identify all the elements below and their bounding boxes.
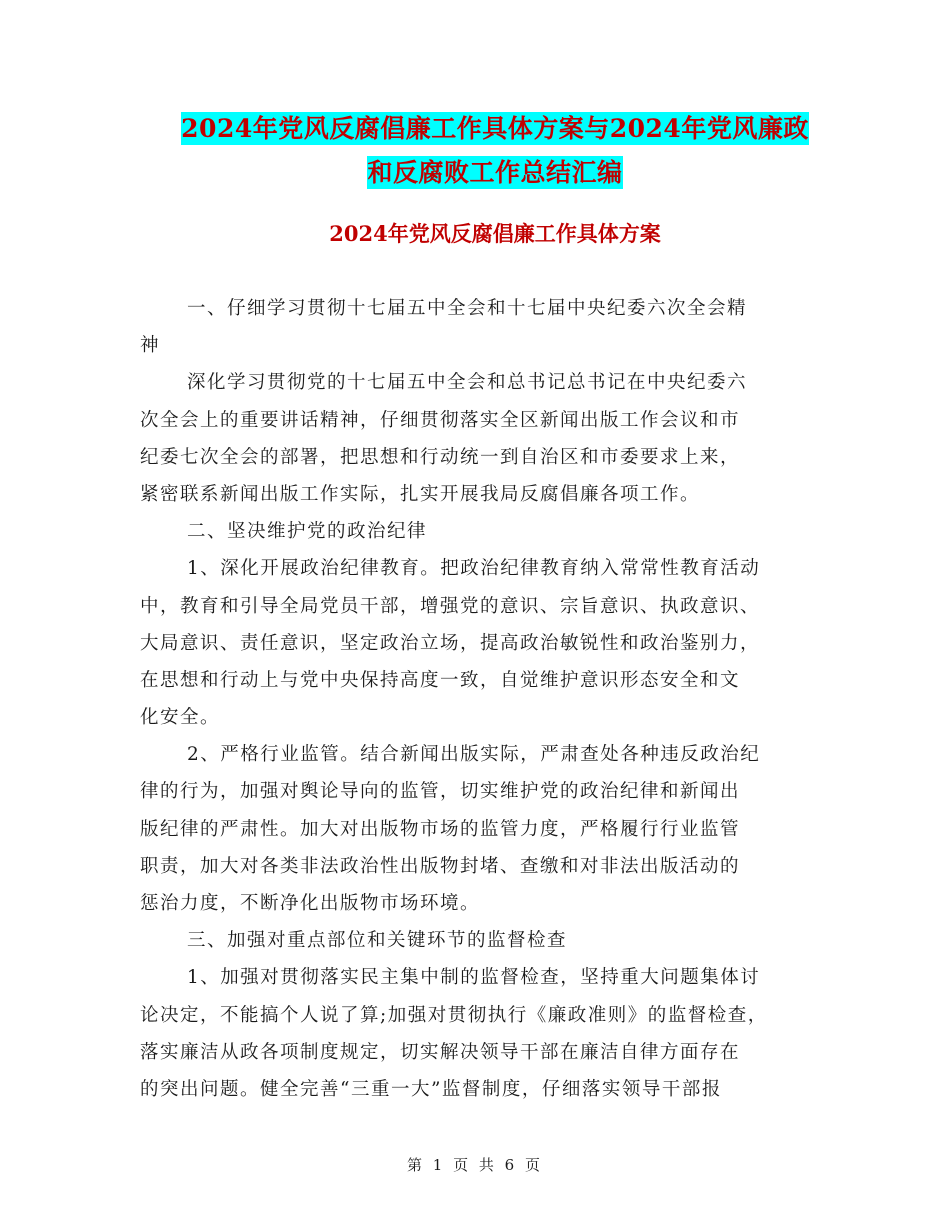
page-footer: 第 1 页 共 6 页 [407, 1156, 543, 1174]
body-line: 大局意识、责任意识，坚定政治立场，提高政治敏锐性和政治鉴别力， [140, 632, 761, 654]
body-line: 1、深化开展政治纪律教育。把政治纪律教育纳入常常性教育活动 [187, 558, 761, 580]
body-line: 的突出问题。健全完善“三重一大”监督制度，仔细落实领导干部报 [140, 1078, 722, 1100]
body-line: 紧密联系新闻出版工作实际，扎实开展我局反腐倡廉各项工作。 [140, 483, 701, 505]
body-line: 职责，加大对各类非法政治性出版物封堵、查缴和对非法出版活动的 [140, 855, 741, 877]
body-line: 惩治力度，不断净化出版物市场环境。 [140, 893, 481, 914]
body-line: 在思想和行动上与党中央保持高度一致，自觉维护意识形态安全和文 [140, 669, 741, 691]
body-line: 中，教育和引导全局党员干部，增强党的意识、宗旨意识、执政意识、 [140, 595, 761, 617]
section-title: 2024年党风反腐倡廉工作具体方案 [329, 221, 661, 246]
body-line: 三、加强对重点部位和关键环节的监督检查 [187, 930, 568, 952]
title-highlight: 和反腐败工作总结汇编 [367, 158, 623, 187]
body-line: 论决定，不能搞个人说了算;加强对贯彻执行《廉政准则》的监督检查， [140, 1004, 768, 1026]
body-line: 神 [140, 335, 161, 357]
body-line: 纪委七次全会的部署，把思想和行动统一到自治区和市委要求上来， [140, 446, 741, 468]
body-line: 化安全。 [140, 707, 221, 729]
document-title-line-2 [100, 156, 890, 190]
body-line: 一、仔细学习贯彻十七届五中全会和十七届中央纪委六次全会精 [187, 298, 748, 319]
body-line: 版纪律的严肃性。加大对出版物市场的监管力度，严格履行行业监管 [140, 818, 741, 840]
body-line: 1、加强对贯彻落实民主集中制的监督检查，坚持重大问题集体讨 [187, 967, 761, 989]
body-line: 次全会上的重要讲话精神，仔细贯彻落实全区新闻出版工作会议和市 [140, 409, 741, 431]
body-line: 律的行为，加强对舆论导向的监管，切实维护党的政治纪律和新闻出 [140, 781, 741, 803]
body-line: 二、坚决维护党的政治纪律 [187, 521, 428, 543]
body-line: 落实廉洁从政各项制度规定，切实解决领导干部在廉洁自律方面存在 [140, 1041, 741, 1063]
body-line: 深化学习贯彻党的十七届五中全会和总书记总书记在中央纪委六 [187, 372, 748, 394]
body-line: 2、严格行业监管。结合新闻出版实际，严肃查处各种违反政治纪 [187, 744, 761, 766]
document-body [140, 290, 810, 1108]
title-highlight: 2024年党风反腐倡廉工作具体方案与2024年党风廉政 [181, 114, 809, 143]
document-title-line-1 [100, 112, 890, 146]
